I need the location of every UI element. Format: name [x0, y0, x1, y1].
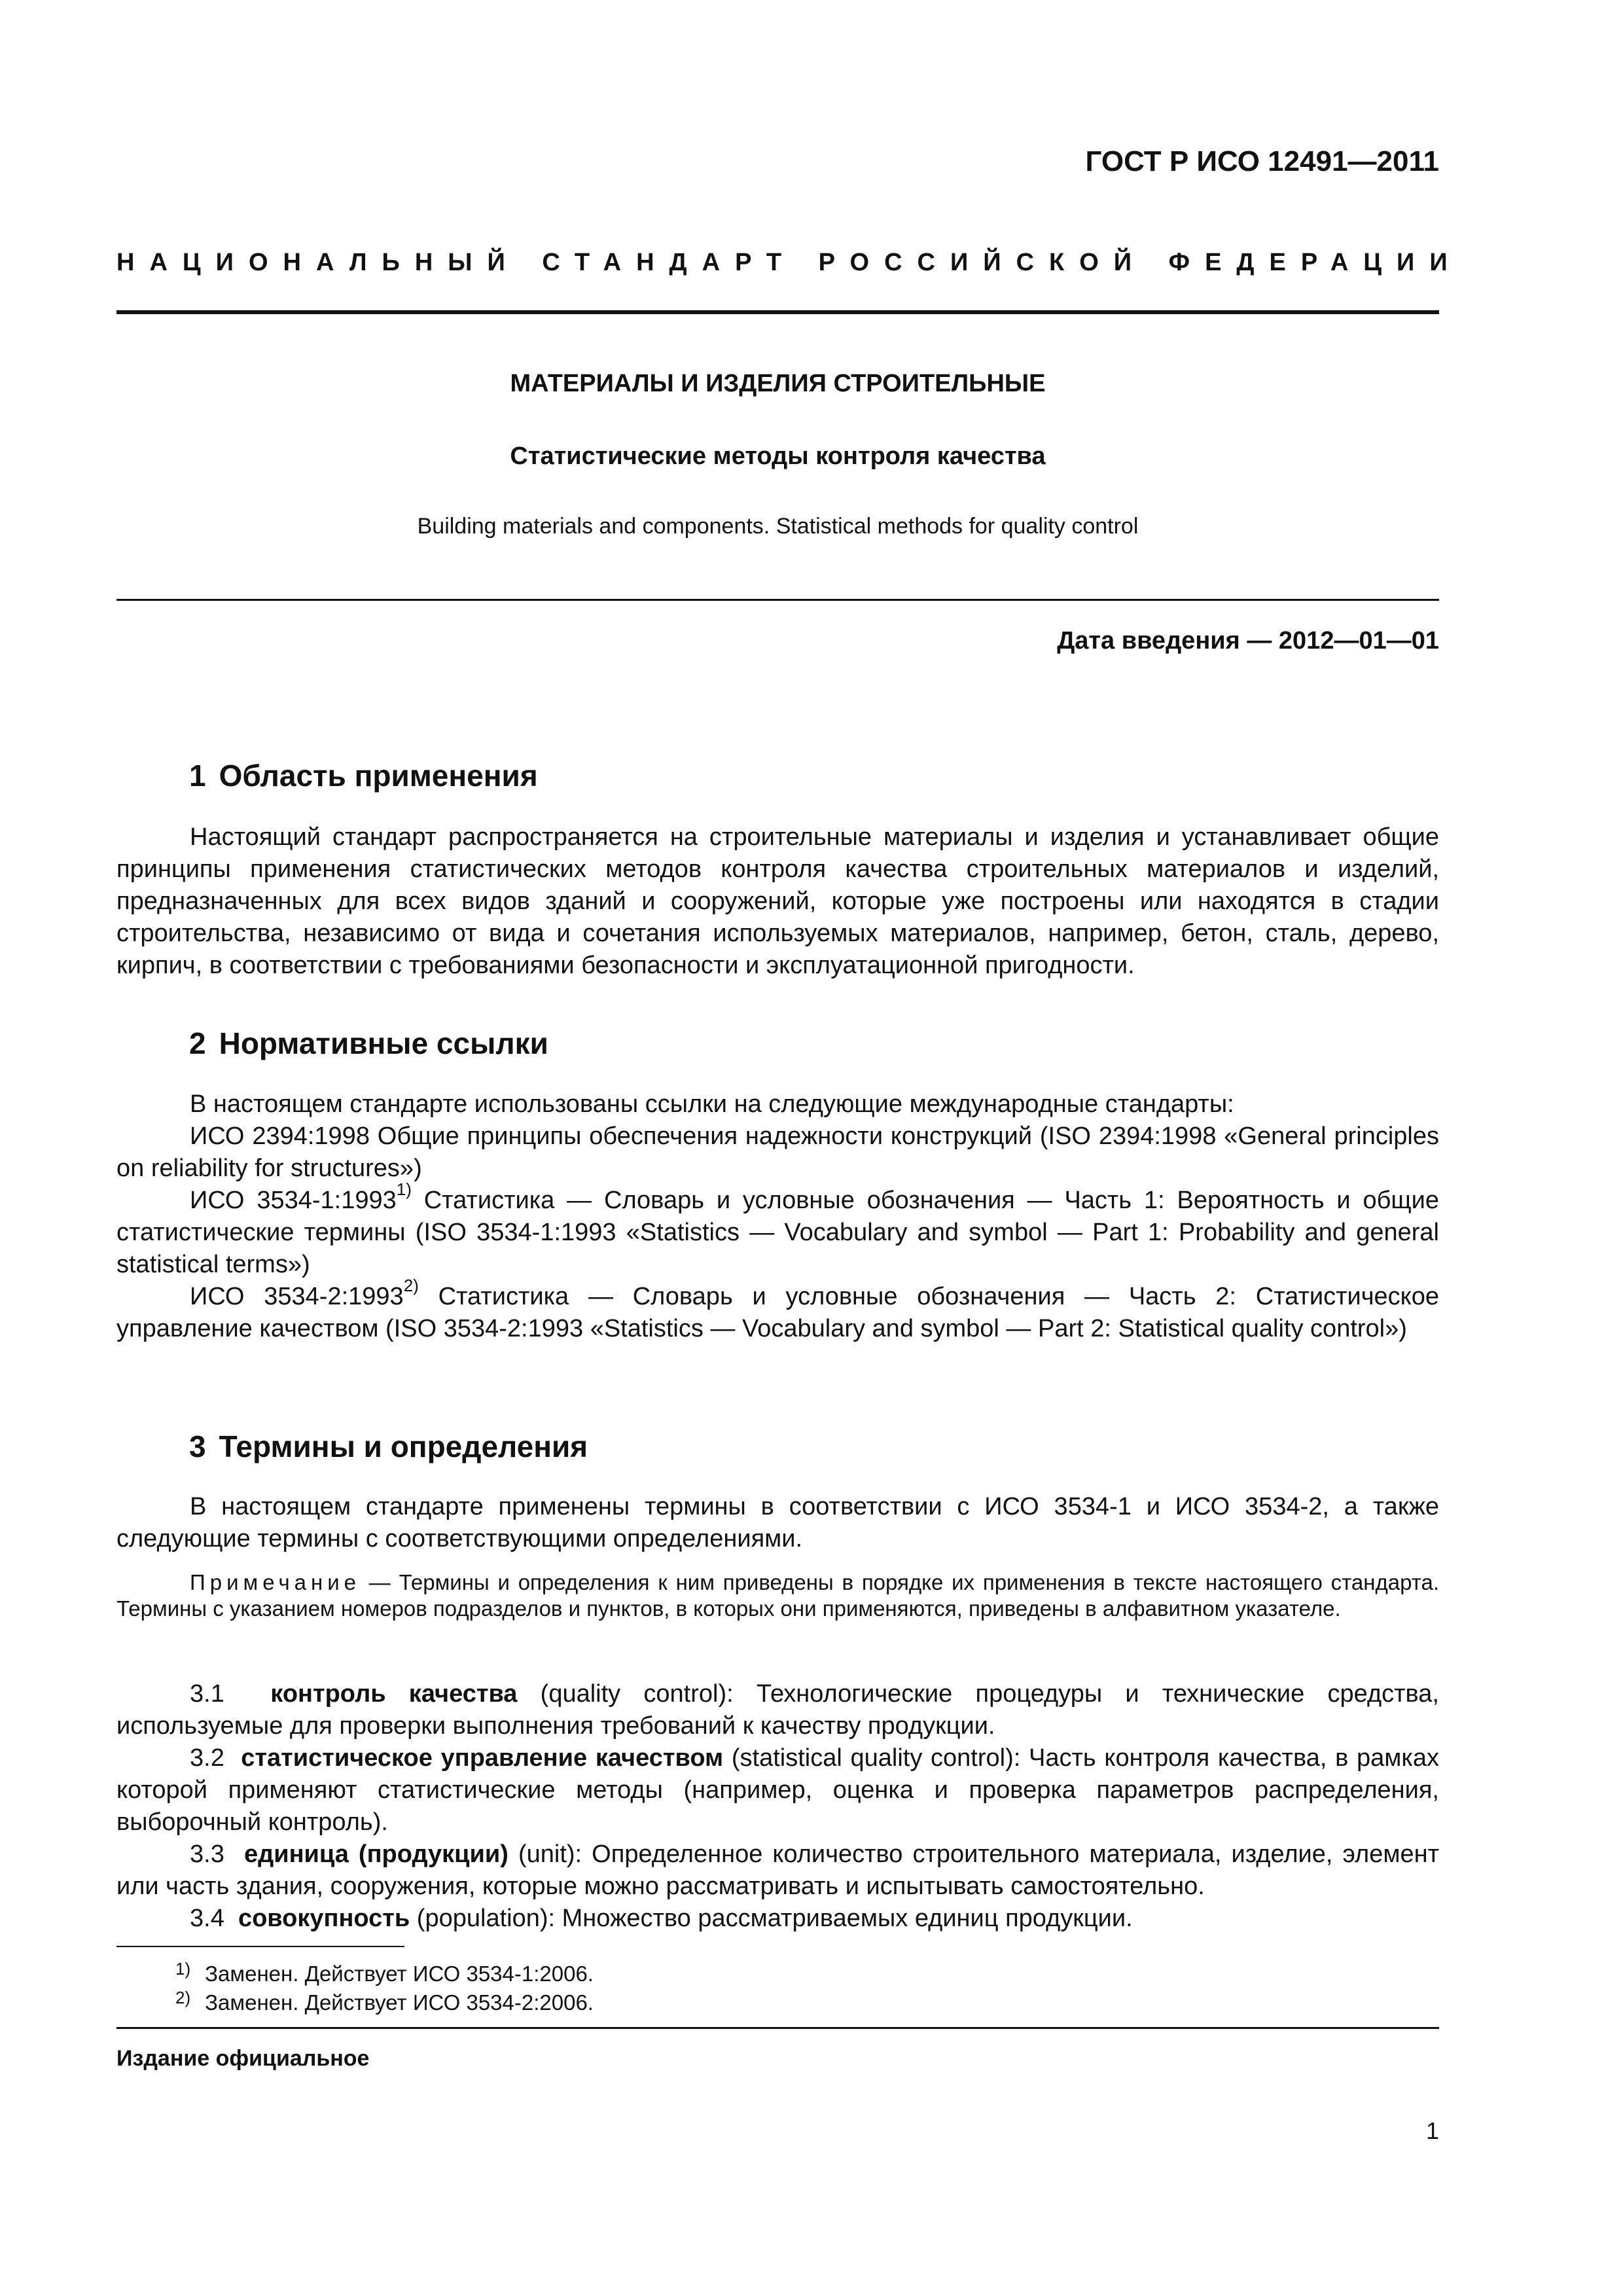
official-edition-label: Издание официальное	[116, 2046, 370, 2071]
reference-item	[116, 1276, 1439, 1345]
section-title: Термины и определения	[219, 1429, 588, 1463]
term-entry	[116, 1839, 1439, 1903]
section-1-heading	[189, 758, 538, 793]
reference-text: Статистика — Словарь и условные обозначения — Часть 2: Статистическое управление качеством (ISO 3534-2:1993 «Statistics — Vocabulary and symbol — Part 2: Statistical quality control»)	[116, 1283, 1439, 1342]
section-title: Область применения	[219, 759, 538, 793]
footnote-marker: 1)	[175, 1959, 191, 1979]
document-title: МАТЕРИАЛЫ И ИЗДЕЛИЯ СТРОИТЕЛЬНЫЕ	[510, 370, 1046, 397]
national-standard-banner: НАЦИОНАЛЬНЫЙ СТАНДАРТ РОССИЙСКОЙ ФЕДЕРАЦИИ	[116, 249, 1463, 276]
title-rule	[116, 599, 1439, 601]
paragraph: В настоящем стандарте использованы ссылки на следующие международные стандарты:	[190, 1090, 1234, 1118]
introduction-date: Дата введения — 2012—01—01	[1057, 627, 1439, 655]
term-definition: (population): Множество рассматриваемых единиц продукции.	[410, 1905, 1133, 1932]
paragraph: В настоящем стандарте применены термины в соответствии с ИСО 3534-1 и ИСО 3534-2, а также следующие термины с соответствующими определениями.	[116, 1493, 1439, 1552]
term-name: контроль качества	[270, 1680, 518, 1708]
footnote-marker: 2)	[403, 1276, 419, 1295]
footnote-text: Заменен. Действует ИСО 3534-1:2006.	[205, 1962, 594, 1986]
header-rule	[116, 310, 1439, 314]
footer-rule	[116, 2027, 1439, 2029]
footnote-rule	[116, 1946, 404, 1947]
section-3-terms	[116, 1678, 1439, 1935]
note-label: Примечание	[190, 1570, 361, 1594]
section-3-intro	[116, 1491, 1439, 1555]
footnote-text: Заменен. Действует ИСО 3534-2:2006.	[205, 1990, 594, 2015]
footnote-marker: 1)	[396, 1179, 412, 1199]
reference-code: ИСО 3534-1:1993	[190, 1187, 397, 1214]
footnote-marker: 2)	[175, 1988, 191, 2007]
term-number: 3.1	[190, 1680, 224, 1708]
document-subtitle: Статистические методы контроля качества	[510, 442, 1046, 470]
section-number: 2	[189, 1026, 206, 1060]
section-1-body	[116, 821, 1439, 982]
page-number: 1	[1425, 2117, 1439, 2144]
footnote-2	[175, 1983, 594, 2017]
section-2-body	[116, 1088, 1439, 1345]
section-2-heading	[189, 1026, 548, 1061]
term-name: совокупность	[238, 1905, 410, 1932]
term-number: 3.2	[190, 1744, 224, 1772]
paragraph: Настоящий стандарт распространяется на строительные материалы и изделия и устанавливает общие принципы применения статистических методов контроля качества строительных материалов и изделий, предназначенных для всех видов зданий и сооружений, которые уже построены или находятся в стадии строительства, независимо от вида и сочетания используемых материалов, например, бетон, сталь, дерево, кирпич, в соответствии с требованиями безопасности и эксплуатационной пригодности.	[116, 823, 1439, 979]
section-number: 3	[189, 1429, 206, 1463]
reference-code: ИСО 3534-2:1993	[190, 1283, 404, 1310]
term-entry	[116, 1903, 1439, 1935]
term-number: 3.3	[190, 1840, 224, 1868]
term-number: 3.4	[190, 1905, 224, 1932]
term-definition: (statistical quality control): Часть контроля качества, в рамках которой применяют статистические методы (например, оценка и проверка параметров распределения, выборочный контроль).	[116, 1744, 1439, 1836]
term-definition: (quality control): Технологические процедуры и технические средства, используемые для проверки выполнения требований к качеству продукции.	[116, 1680, 1439, 1740]
english-title: Building materials and components. Statistical methods for quality control	[417, 514, 1139, 539]
section-3-note	[116, 1570, 1439, 1622]
section-title: Нормативные ссылки	[219, 1026, 548, 1060]
term-entry	[116, 1742, 1439, 1839]
reference-item	[116, 1179, 1440, 1281]
note-text: — Термины и определения к ним приведены в порядке их применения в тексте настоящего стандарта. Термины с указанием номеров подразделов и пунктов, в которых они применяются, приведены в алфавитном указателе.	[116, 1570, 1439, 1621]
standard-number: ГОСТ Р ИСО 12491—2011	[1085, 145, 1439, 177]
term-entry	[116, 1678, 1439, 1742]
section-number: 1	[189, 759, 206, 793]
section-3-heading	[189, 1429, 588, 1464]
term-name: единица (продукции)	[243, 1840, 508, 1868]
term-definition: (unit): Определенное количество строительного материала, изделие, элемент или часть здания, сооружения, которые можно рассматривать и испытывать самостоятельно.	[116, 1840, 1439, 1900]
reference-text: Статистика — Словарь и условные обозначения — Часть 1: Вероятность и общие статистические термины (ISO 3534-1:1993 «Statistics — Vocabulary and symbol — Part 1: Probability and general statistical terms»)	[116, 1187, 1440, 1278]
term-name: статистическое управление качеством	[241, 1744, 724, 1772]
reference-item: ИСО 2394:1998 Общие принципы обеспечения надежности конструкций (ISO 2394:1998 «General principles on reliability for structures»)	[116, 1122, 1439, 1182]
